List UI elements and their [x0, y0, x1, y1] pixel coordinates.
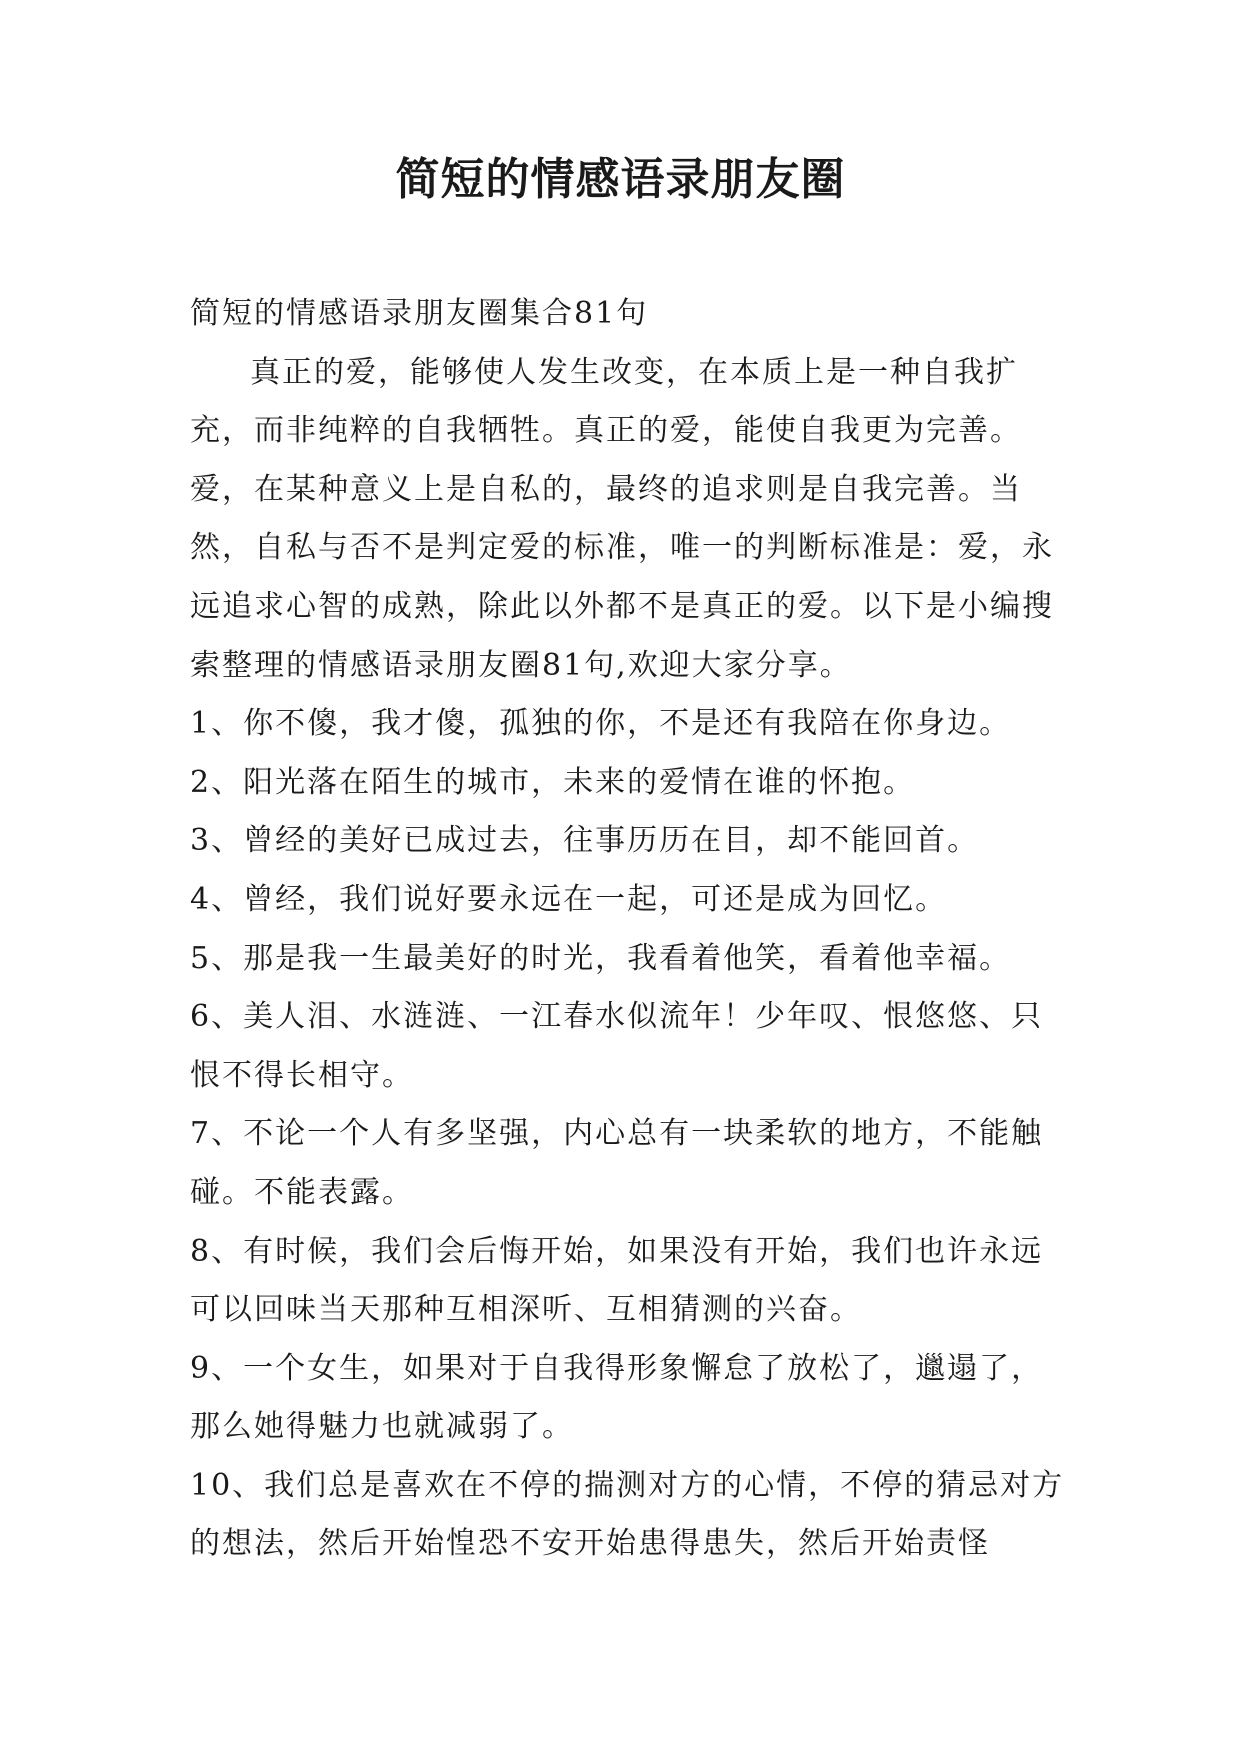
page-title: 简短的情感语录朋友圈 [395, 154, 846, 205]
list-item: 7、不论一个人有多坚强，内心总有一块柔软的地方，不能触碰。不能表露。 [190, 1116, 1044, 1210]
document-body [190, 285, 1070, 1574]
list-item: 2、阳光落在陌生的城市，未来的爱情在谁的怀抱。 [190, 764, 916, 800]
intro-paragraph: 真正的爱，能够使人发生改变，在本质上是一种自我扩充，而非纯粹的自我牺牲。真正的爱，能使自我更为完善。爱，在某种意义上是自私的，最终的追求则是自我完善。当然，自私与否不是判定爱的标准，唯一的判断标准是：爱，永远追求心智的成熟，除此以外都不是真正的爱。以下是小编搜索整理的情感语录朋友圈81句,欢迎大家分享。 [190, 354, 1054, 683]
list-item: 1、你不傻，我才傻，孤独的你，不是还有我陪在你身边。 [190, 706, 1012, 742]
list-item: 8、有时候，我们会后悔开始，如果没有开始，我们也许永远可以回味当天那种互相深听、互相猜测的兴奋。 [190, 1233, 1044, 1328]
list-item: 3、曾经的美好已成过去，往事历历在目，却不能回首。 [190, 823, 980, 859]
list-item: 9、一个女生，如果对于自我得形象懈怠了放松了，邋遢了，那么她得魅力也就减弱了。 [190, 1350, 1044, 1445]
list-item: 10、我们总是喜欢在不停的揣测对方的心情，不停的猜忌对方的想法，然后开始惶恐不安开始患得患失，然后开始责怪 [190, 1467, 1065, 1562]
list-item: 4、曾经，我们说好要永远在一起，可还是成为回忆。 [190, 881, 948, 917]
list-item: 5、那是我一生最美好的时光，我看着他笑，看着他幸福。 [190, 940, 1012, 976]
list-item: 6、美人泪、水涟涟、一江春水似流年！少年叹、恨悠悠、只恨不得长相守。 [190, 999, 1044, 1093]
document-subtitle: 简短的情感语录朋友圈集合81句 [190, 296, 649, 331]
